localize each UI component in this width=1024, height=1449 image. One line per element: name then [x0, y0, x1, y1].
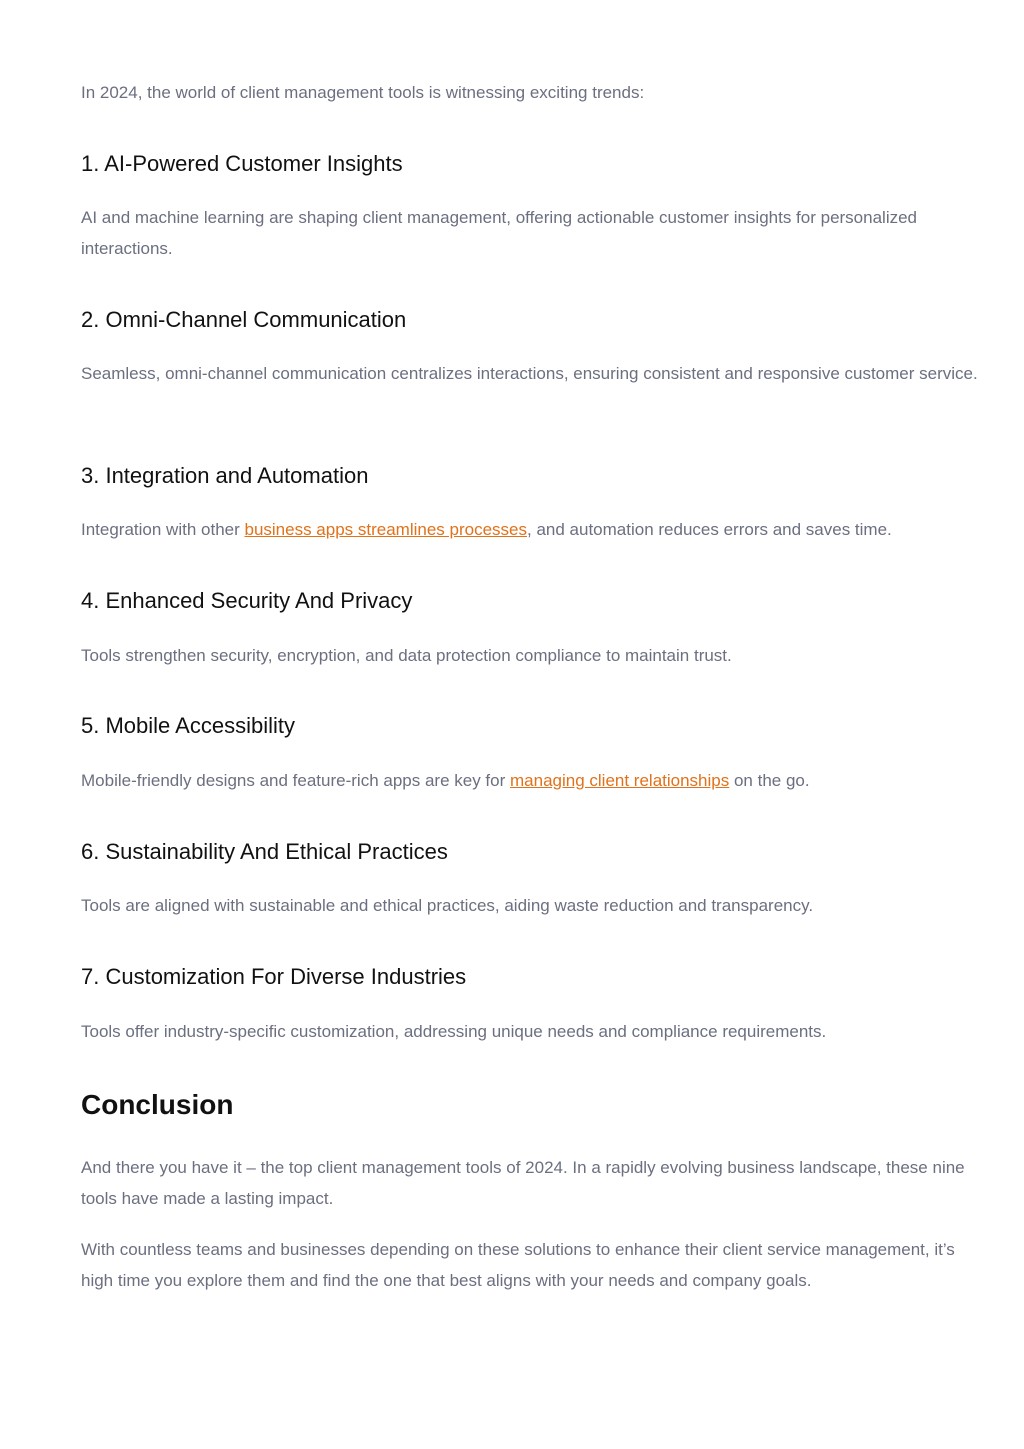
conclusion-heading: Conclusion	[81, 1089, 234, 1120]
conclusion-paragraph-1: And there you have it – the top client management tools of 2024. In a rapidly evolving business landscape, these nine tools have made a lasting impact.	[81, 1158, 965, 1208]
intro-paragraph: In 2024, the world of client management tools is witnessing exciting trends:	[81, 83, 645, 102]
managing-client-relationships-link[interactable]: managing client relationships	[510, 771, 730, 790]
trend-heading-security: 4. Enhanced Security And Privacy	[81, 588, 413, 613]
trend-text-mobile-after: on the go.	[729, 771, 810, 790]
trend-text-sustainability: Tools are aligned with sustainable and ethical practices, aiding waste reduction and transparency.	[81, 896, 814, 915]
trend-text-customization: Tools offer industry-specific customization, addressing unique needs and compliance requirements.	[81, 1022, 827, 1041]
trend-text-mobile-before: Mobile-friendly designs and feature-rich apps are key for	[81, 771, 510, 790]
business-apps-link[interactable]: business apps streamlines processes	[244, 520, 528, 539]
trend-heading-ai-insights: 1. AI-Powered Customer Insights	[81, 151, 403, 176]
trend-heading-integration: 3. Integration and Automation	[81, 463, 369, 488]
trend-text-integration-before: Integration with other	[81, 520, 245, 539]
trend-text-integration	[81, 514, 981, 545]
conclusion-paragraph-2: With countless teams and businesses depending on these solutions to enhance their client service management, it’s high time you explore them and find the one that best aligns with your needs and company goals.	[81, 1240, 955, 1290]
trend-text-mobile	[81, 765, 981, 796]
trend-text-ai-insights: AI and machine learning are shaping client management, offering actionable customer insights for personalized interactions.	[81, 208, 918, 258]
trend-heading-customization: 7. Customization For Diverse Industries	[81, 964, 467, 989]
trend-heading-sustainability: 6. Sustainability And Ethical Practices	[81, 839, 448, 864]
trend-heading-omni-channel: 2. Omni-Channel Communication	[81, 307, 407, 332]
trend-text-omni-channel: Seamless, omni-channel communication centralizes interactions, ensuring consistent and responsive customer service.	[81, 364, 978, 383]
trend-text-security: Tools strengthen security, encryption, and data protection compliance to maintain trust.	[81, 646, 732, 665]
trend-text-integration-after: , and automation reduces errors and saves time.	[527, 520, 892, 539]
trend-heading-mobile: 5. Mobile Accessibility	[81, 713, 295, 738]
